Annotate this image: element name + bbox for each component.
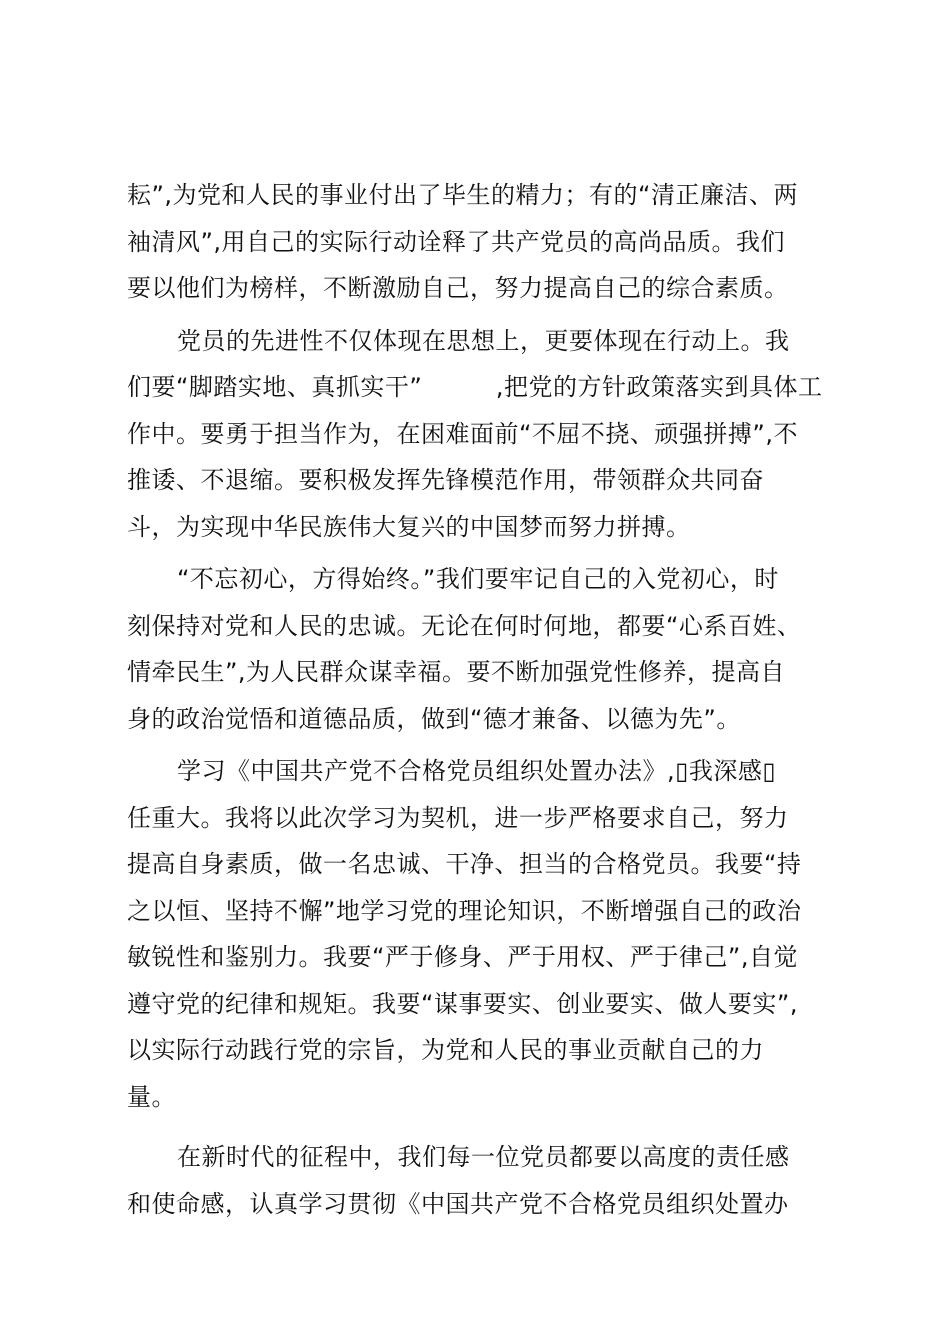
text-line: 斗，为实现中华民族伟大复兴的中国梦而努力拼搏。 xyxy=(127,512,691,541)
text-line: 以实际行动践行党的宗旨，为党和人民的事业贡献自己的力 xyxy=(127,1036,764,1064)
text-line: 敏锐性和鉴别力。我要“严于修身、严于用权、严于律己”,自觉 xyxy=(127,943,798,971)
text-line: 推诿、不退缩。要积极发挥先锋模范作用，带领群众共同奋 xyxy=(127,466,764,494)
text-line: 任重大。我将以此次学习为契机，进一步严格要求自己，努力 xyxy=(127,803,789,832)
text-line: 身的政治觉悟和道德品质，做到“德才兼备、以德为先”。 xyxy=(127,704,741,733)
paragraph-first-line: 党员的先进性不仅体现在思想上，更要体现在行动上。我 xyxy=(177,326,790,355)
text-line: 情牵民生”,为人民群众谋幸福。要不断加强党性修养，提高自 xyxy=(127,658,786,686)
text-line: 之以恒、坚持不懈”地学习党的理论知识，不断增强自己的政治 xyxy=(127,896,802,925)
text-line: 袖清风”,用自己的实际行动诠释了共产党员的高尚品质。我们 xyxy=(127,227,786,256)
paragraph-first-line: 学习《中国共产党不合格党员组织处置办法》,▯我深感▯ xyxy=(177,757,777,785)
paragraph-first-line: “不忘初心，方得始终。”我们要牢记自己的入党初心，时 xyxy=(177,565,779,593)
text-line: 耘”,为党和人民的事业付出了毕生的精力；有的“清正廉洁、两 xyxy=(127,181,798,209)
document-body xyxy=(127,172,847,1227)
text-line: 量。 xyxy=(127,1082,176,1111)
text-line: 们要“脚踏实地、真抓实干” ,把党的方针政策落实到具体工 xyxy=(127,373,823,401)
text-line: 遵守党的纪律和规矩。我要“谋事要实、创业要实、做人要实”, xyxy=(127,989,798,1018)
paragraph-first-line: 在新时代的征程中，我们每一位党员都要以高度的责任感 xyxy=(177,1143,790,1171)
text-line: 提高自身素质，做一名忠诚、干净、担当的合格党员。我要“持 xyxy=(127,850,802,878)
text-line: 要以他们为榜样，不断激励自己，努力提高自己的综合素质。 xyxy=(127,274,789,302)
text-line: 和使命感，认真学习贯彻《中国共产党不合格党员组织处置办 xyxy=(127,1189,789,1218)
text-line: 刻保持对党和人民的忠诚。无论在何时何地，都要“心系百姓、 xyxy=(127,611,802,640)
text-line: 作中。要勇于担当作为，在困难面前“不屈不挠、顽强拼搏”,不 xyxy=(127,419,798,448)
